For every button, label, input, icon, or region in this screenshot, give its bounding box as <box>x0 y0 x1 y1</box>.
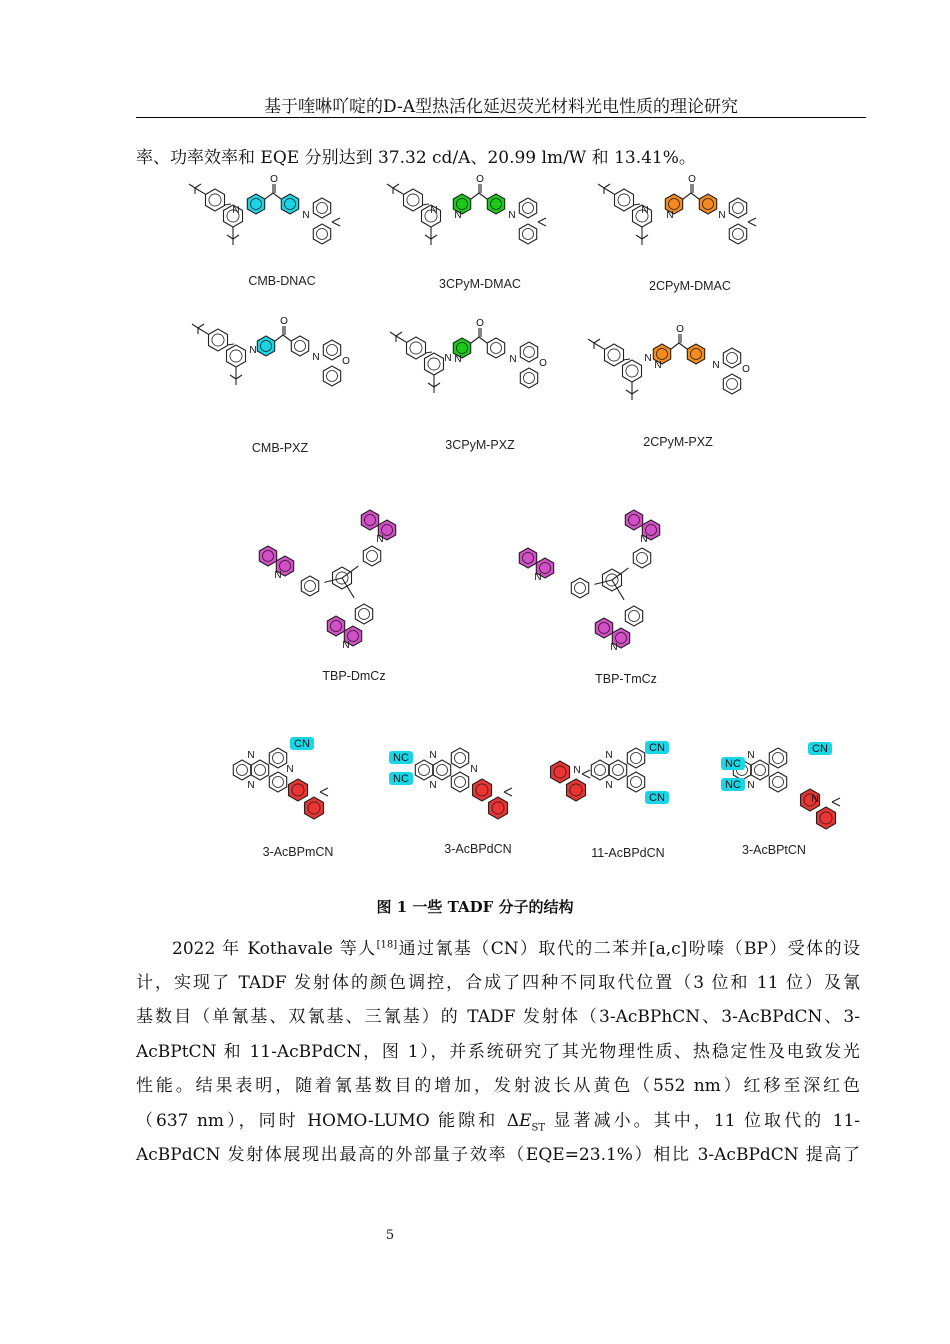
aromatic-circle <box>255 765 266 776</box>
bond <box>642 235 648 239</box>
cyano-label: CN <box>649 792 665 804</box>
benzene-ring <box>591 760 608 780</box>
bond <box>342 566 359 578</box>
benzene-ring <box>571 578 588 598</box>
bond <box>396 336 406 342</box>
benzene-ring <box>627 772 644 792</box>
benzene-ring <box>323 366 340 386</box>
aromatic-circle <box>618 194 630 206</box>
paragraph-line-3: 基数目（单氰基、双氰基、三氰基）的 TADF 发射体（3-AcBPhCN、3-AcBPdCN、3- <box>136 1007 860 1027</box>
benzene-ring <box>625 510 642 530</box>
atom-label: O <box>539 358 547 369</box>
benzene-ring <box>269 772 286 792</box>
label-3-acbpdcn: 3-AcBPdCN <box>444 842 512 856</box>
cyano-label: CN <box>294 738 310 750</box>
bond <box>604 184 610 188</box>
paragraph-line-6-b: 显著减小。其中，11 位取代的 11- <box>545 1111 861 1131</box>
benzene-ring <box>259 546 276 566</box>
benzene-ring <box>520 342 537 362</box>
atom-label: N <box>718 210 726 221</box>
bond <box>471 337 479 343</box>
bond <box>632 390 638 394</box>
aromatic-circle <box>523 229 534 240</box>
atom-label: O <box>476 174 484 185</box>
atom-label: O <box>280 316 288 327</box>
benzene-ring <box>425 353 444 375</box>
atom-label: N <box>429 780 437 791</box>
benzene-ring <box>729 224 746 244</box>
bond <box>273 193 281 199</box>
atom-label: N <box>641 205 649 216</box>
bond <box>832 802 840 806</box>
bond <box>230 375 236 379</box>
label-3cpym-dmac: 3CPyM-DMAC <box>439 277 521 291</box>
bond <box>594 343 604 349</box>
benzene-ring <box>327 616 344 636</box>
aromatic-circle <box>613 765 624 776</box>
bond <box>265 193 273 199</box>
bond <box>582 770 590 774</box>
aromatic-circle <box>327 345 338 356</box>
benzene-ring <box>361 510 378 530</box>
bond <box>324 578 342 582</box>
atom-label: O <box>742 364 750 375</box>
bond <box>594 580 612 584</box>
benzene-ring <box>817 807 836 829</box>
benzene-ring <box>625 606 642 626</box>
aromatic-circle <box>727 379 738 390</box>
bond <box>604 188 614 194</box>
benzene-ring <box>323 340 340 360</box>
atom-label: N <box>302 210 310 221</box>
benzene-ring <box>257 336 274 356</box>
benzene-ring <box>269 748 286 768</box>
benzene-ring <box>227 345 246 367</box>
aromatic-circle <box>773 753 784 764</box>
benzene-ring <box>769 748 786 768</box>
benzene-ring <box>451 772 468 792</box>
atom-label: N <box>247 750 255 761</box>
aromatic-circle <box>733 203 744 214</box>
aromatic-circle <box>407 194 419 206</box>
bond <box>504 788 512 792</box>
benzene-ring <box>609 760 626 780</box>
atom-label: N <box>274 570 282 581</box>
bond <box>198 328 208 334</box>
aromatic-circle <box>295 341 306 352</box>
label-cmb-dnac: CMB-DNAC <box>248 274 316 288</box>
atom-label: N <box>342 640 350 651</box>
atom-label: N <box>430 205 438 216</box>
paragraph-line-6-a: （637 nm），同时 HOMO-LUMO 能隙和 Δ <box>136 1111 520 1131</box>
aromatic-circle <box>230 350 242 362</box>
bond <box>671 343 679 349</box>
atom-label: N <box>712 360 720 371</box>
bond <box>428 383 434 387</box>
benzene-ring <box>723 348 740 368</box>
bond <box>275 335 283 341</box>
bond <box>479 193 487 199</box>
aromatic-circle <box>733 229 744 240</box>
benzene-ring <box>520 368 537 388</box>
bond <box>320 788 328 792</box>
atom-label: O <box>688 174 696 185</box>
bond <box>393 184 399 188</box>
atom-label: N <box>654 360 662 371</box>
atom-label: N <box>666 210 674 221</box>
bond <box>679 343 687 349</box>
aromatic-circle <box>755 765 766 776</box>
atom-label: N <box>534 572 542 583</box>
benzene-ring <box>407 337 426 359</box>
benzene-ring <box>206 189 225 211</box>
bond <box>283 335 291 341</box>
bond <box>396 332 402 336</box>
bond <box>192 324 198 328</box>
bond <box>195 188 205 194</box>
benzene-ring <box>487 338 504 358</box>
aromatic-circle <box>595 765 606 776</box>
benzene-ring <box>415 760 432 780</box>
cyano-label: NC <box>393 773 409 785</box>
benzene-ring <box>699 194 716 214</box>
benzene-ring <box>247 194 264 214</box>
bond <box>390 332 396 336</box>
label-2cpym-pxz: 2CPyM-PXZ <box>643 435 713 449</box>
atom-label: N <box>644 353 652 364</box>
atom-label: N <box>640 534 648 545</box>
benzene-ring <box>687 344 704 364</box>
paragraph-line-1-b: 通过氰基（CN）取代的二苯并[a,c]吩嗪（BP）受体的设 <box>397 939 860 959</box>
bond <box>538 222 546 226</box>
label-tbp-tmcz: TBP-TmCz <box>595 672 657 686</box>
bond <box>832 798 840 802</box>
benzene-ring <box>615 189 634 211</box>
atom-label: N <box>247 780 255 791</box>
atom-label: O <box>476 318 484 329</box>
benzene-ring <box>723 374 740 394</box>
aromatic-circle <box>491 343 502 354</box>
benzene-ring <box>595 618 612 638</box>
bond <box>393 188 403 194</box>
atom-label: O <box>676 324 684 335</box>
atom-label: N <box>286 764 294 775</box>
aromatic-circle <box>523 203 534 214</box>
benzene-ring <box>567 779 586 801</box>
atom-label: N <box>470 764 478 775</box>
label-cmb-pxz: CMB-PXZ <box>251 441 309 455</box>
cyano-label: NC <box>393 752 409 764</box>
aromatic-circle <box>437 765 448 776</box>
bond <box>582 774 590 778</box>
benzene-ring <box>551 761 570 783</box>
bond <box>748 222 756 226</box>
bond <box>387 184 393 188</box>
aromatic-circle <box>305 581 316 592</box>
benzene-ring <box>633 548 650 568</box>
delta-e-subscript: ST <box>531 1122 546 1134</box>
bond <box>189 184 195 188</box>
atom-label: O <box>342 356 350 367</box>
aromatic-circle <box>455 777 466 788</box>
benzene-ring <box>769 772 786 792</box>
bond <box>236 375 242 379</box>
benzene-ring <box>729 198 746 218</box>
bond <box>227 235 233 239</box>
atom-label: N <box>605 750 613 761</box>
benzene-ring <box>519 198 536 218</box>
aromatic-circle <box>419 765 430 776</box>
bond <box>332 218 340 222</box>
benzene-ring <box>433 760 450 780</box>
citation-18: [18] <box>376 939 398 951</box>
aromatic-circle <box>626 365 638 377</box>
label-3cpym-pxz: 3CPyM-PXZ <box>445 438 515 452</box>
benzene-ring <box>301 576 318 596</box>
benzene-ring <box>313 198 330 218</box>
atom-label: N <box>508 210 516 221</box>
aromatic-circle <box>455 753 466 764</box>
bond <box>683 193 691 199</box>
benzene-ring <box>289 779 308 801</box>
label-11-acbpdcn: 11-AcBPdCN <box>591 846 665 860</box>
bond <box>471 193 479 199</box>
paragraph-line-4: AcBPtCN 和 11-AcBPdCN，图 1），并系统研究了其光物理性质、热稳定性及电致发光 <box>136 1042 860 1062</box>
bond <box>538 218 546 222</box>
aromatic-circle <box>317 203 328 214</box>
benzene-ring <box>209 329 228 351</box>
benzene-ring <box>751 760 768 780</box>
atom-label: N <box>811 794 819 805</box>
atom-label: N <box>573 765 581 776</box>
benzene-ring <box>519 548 536 568</box>
aromatic-circle <box>273 777 284 788</box>
benzene-ring <box>519 224 536 244</box>
paragraph-line-1 <box>172 934 860 959</box>
bond <box>748 218 756 222</box>
benzene-ring <box>473 779 492 801</box>
aromatic-circle <box>773 777 784 788</box>
bond <box>691 193 699 199</box>
bond <box>612 568 629 580</box>
benzene-ring <box>605 344 624 366</box>
bond <box>332 222 340 226</box>
aromatic-circle <box>608 349 620 361</box>
atom-label: N <box>232 205 240 216</box>
benzene-ring <box>305 797 324 819</box>
paragraph-line-1-a: 2022 年 Kothavale 等人 <box>172 939 377 959</box>
cyano-label: CN <box>812 743 828 755</box>
page-number: 5 <box>385 1228 395 1243</box>
bond <box>504 792 512 796</box>
benzene-ring <box>363 546 380 566</box>
bond <box>198 324 204 328</box>
bond <box>233 235 239 239</box>
benzene-ring <box>233 760 250 780</box>
aromatic-circle <box>524 347 535 358</box>
benzene-ring <box>627 748 644 768</box>
bond <box>626 390 632 394</box>
atom-label: N <box>454 210 462 221</box>
benzene-ring <box>487 194 504 214</box>
paragraph-line-6 <box>136 1106 860 1133</box>
atom-label: N <box>429 750 437 761</box>
aromatic-circle <box>410 342 422 354</box>
cyano-label: CN <box>649 742 665 754</box>
aromatic-circle <box>317 229 328 240</box>
atom-label: N <box>610 642 618 653</box>
atom-label: N <box>605 780 613 791</box>
benzene-ring <box>623 360 642 382</box>
aromatic-circle <box>428 358 440 370</box>
benzene-ring <box>489 797 508 819</box>
label-3-acbptcn: 3-AcBPtCN <box>742 843 806 857</box>
aromatic-circle <box>359 609 370 620</box>
benzene-ring <box>355 604 372 624</box>
aromatic-circle <box>524 373 535 384</box>
paragraph-line-2: 计，实现了 TADF 发射体的颜色调控，合成了四种不同取代位置（3 位和 11 位）及氰 <box>136 973 860 993</box>
intro-line: 率、功率效率和 EQE 分别达到 37.32 cd/A、20.99 lm/W 和 13.41%。 <box>136 148 696 168</box>
benzene-ring <box>281 194 298 214</box>
atom-label: N <box>747 750 755 761</box>
figure-caption: 图 1 一些 TADF 分子的结构 <box>376 898 574 916</box>
benzene-ring <box>313 224 330 244</box>
cyano-label: NC <box>725 779 741 791</box>
aromatic-circle <box>212 334 224 346</box>
benzene-ring <box>451 748 468 768</box>
bond <box>479 337 487 343</box>
atom-label: N <box>249 345 257 356</box>
bond <box>431 235 437 239</box>
aromatic-circle <box>631 753 642 764</box>
bond <box>636 235 642 239</box>
atom-label: N <box>444 353 452 364</box>
benzene-ring <box>251 760 268 780</box>
aromatic-circle <box>367 551 378 562</box>
atom-label: N <box>454 354 462 365</box>
label-2cpym-dmac: 2CPyM-DMAC <box>649 279 731 293</box>
bond <box>594 339 600 343</box>
aromatic-circle <box>631 777 642 788</box>
bond <box>195 184 201 188</box>
bond <box>425 235 431 239</box>
aromatic-circle <box>727 353 738 364</box>
bond <box>588 339 594 343</box>
label-tbp-dmcz: TBP-DmCz <box>322 669 386 683</box>
aromatic-circle <box>575 583 586 594</box>
atom-label: N <box>509 354 517 365</box>
running-header: 基于喹啉吖啶的D-A型热活化延迟荧光材料光电性质的理论研究 <box>264 97 738 117</box>
aromatic-circle <box>237 765 248 776</box>
delta-e-symbol: E <box>519 1111 532 1131</box>
aromatic-circle <box>327 371 338 382</box>
benzene-ring <box>291 336 308 356</box>
aromatic-circle <box>629 611 640 622</box>
bond <box>320 792 328 796</box>
aromatic-circle <box>637 553 648 564</box>
aromatic-circle <box>209 194 221 206</box>
paragraph-line-7: AcBPdCN 发射体展现出最高的外部量子效率（EQE=23.1%）相比 3-AcBPdCN 提高了 <box>136 1145 860 1165</box>
aromatic-circle <box>273 753 284 764</box>
bond <box>434 383 440 387</box>
atom-label: N <box>312 352 320 363</box>
atom-label: O <box>270 174 278 185</box>
atom-label: N <box>747 780 755 791</box>
paragraph-line-5: 性能。结果表明，随着氰基数目的增加，发射波长从黄色（552 nm）红移至深红色 <box>136 1076 860 1096</box>
cyano-label: NC <box>725 758 741 770</box>
atom-label: N <box>376 534 384 545</box>
benzene-ring <box>404 189 423 211</box>
bond <box>598 184 604 188</box>
label-3-acbpmcn: 3-AcBPmCN <box>262 845 334 859</box>
